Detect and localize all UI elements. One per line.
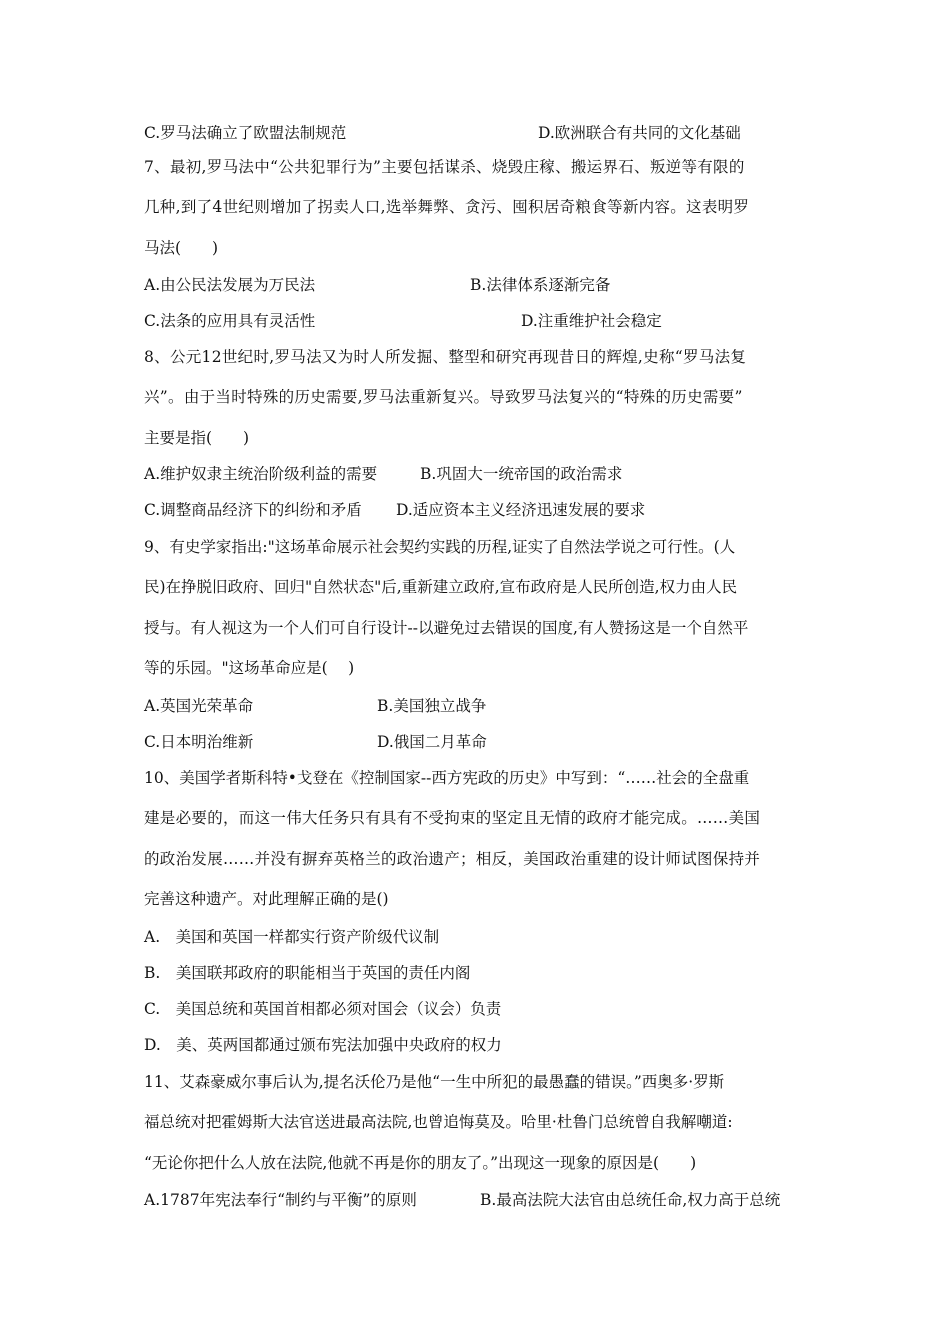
q8-stem-line3: 主要是指( ) [144, 429, 250, 447]
q6-option-c: C.罗马法确立了欧盟法制规范 [144, 124, 347, 142]
q6-options-row [144, 123, 741, 143]
q9-stem-line4: 等的乐园。"这场革命应是( ) [144, 659, 355, 677]
q11-options-row1 [144, 1190, 781, 1210]
q8-options-row1 [144, 464, 623, 484]
q6-option-d: D.欧洲联合有共同的文化基础 [538, 124, 741, 142]
q9-option-d: D.俄国二月革命 [377, 733, 487, 751]
q8-stem-line2: 兴”。由于当时特殊的历史需要,罗马法重新复兴。导致罗马法复兴的“特殊的历史需要” [144, 388, 743, 406]
q8-option-d: D.适应资本主义经济迅速发展的要求 [396, 501, 646, 519]
q9-option-a: A.英国光荣革命 [144, 697, 254, 715]
q7-options-row2 [144, 311, 662, 331]
q10-stem-line4: 完善这种遗产。对此理解正确的是() [144, 890, 389, 908]
q10-stem-line2: 建是必要的，而这一伟大任务只有具有不受拘束的坚定且无情的政府才能完成。……美国 [144, 809, 761, 827]
q9-option-c: C.日本明治维新 [144, 733, 254, 751]
q8-options-row2 [144, 500, 646, 520]
q11-stem-line2: 福总统对把霍姆斯大法官送进最高法院,也曾追悔莫及。哈里·杜鲁门总统曾自我解嘲道: [144, 1113, 733, 1131]
q10-stem-line3: 的政治发展……并没有摒弃英格兰的政治遗产；相反，美国政治重建的设计师试图保持并 [144, 850, 761, 868]
q8-option-c: C.调整商品经济下的纠纷和矛盾 [144, 501, 362, 519]
q11-option-b: B.最高法院大法官由总统任命,权力高于总统 [480, 1191, 781, 1209]
q7-stem-line1: 7、最初,罗马法中“公共犯罪行为”主要包括谋杀、烧毁庄稼、搬运界石、叛逆等有限的 [144, 158, 745, 176]
q8-stem-line1: 8、公元12世纪时,罗马法又为时人所发掘、整型和研究再现昔日的辉煌,史称“罗马法复 [144, 348, 747, 366]
q10-option-d: D. 美、英两国都通过颁布宪法加强中央政府的权力 [144, 1036, 502, 1054]
q7-stem-line2: 几种,到了4世纪则增加了拐卖人口,选举舞弊、贪污、囤积居奇粮食等新内容。这表明罗 [144, 198, 750, 216]
q7-stem-line3: 马法( ) [144, 239, 219, 257]
q7-option-d: D.注重维护社会稳定 [521, 312, 662, 330]
q10-stem-line1: 10、美国学者斯科特•戈登在《控制国家--西方宪政的历史》中写到：“……社会的全盘重 [144, 769, 750, 787]
q8-option-a: A.维护奴隶主统治阶级利益的需要 [144, 465, 378, 483]
q10-option-c: C. 美国总统和英国首相都必须对国会（议会）负责 [144, 1000, 502, 1018]
q11-stem-line3: “无论你把什么人放在法院,他就不再是你的朋友了。”出现这一现象的原因是( ) [144, 1154, 697, 1172]
q10-option-b: B. 美国联邦政府的职能相当于英国的责任内阁 [144, 964, 471, 982]
q9-stem-line1: 9、有史学家指出:"这场革命展示社会契约实践的历程,证实了自然法学说之可行性。(人 [144, 538, 736, 556]
q9-stem-line3: 授与。有人视这为一个人们可自行设计--以避免过去错误的国度,有人赞扬这是一个自然平 [144, 619, 749, 637]
q7-option-a: A.由公民法发展为万民法 [144, 276, 316, 294]
q9-stem-line2: 民)在挣脱旧政府、回归"自然状态"后,重新建立政府,宣布政府是人民所创造,权力由人民 [144, 578, 738, 596]
q10-option-a: A. 美国和英国一样都实行资产阶级代议制 [144, 928, 440, 946]
q8-option-b: B.巩固大一统帝国的政治需求 [420, 465, 623, 483]
q7-options-row1 [144, 275, 611, 295]
q9-options-row2 [144, 732, 487, 752]
q9-options-row1 [144, 696, 487, 716]
q7-option-b: B.法律体系逐渐完备 [470, 276, 611, 294]
q9-option-b: B.美国独立战争 [377, 697, 487, 715]
q7-option-c: C.法条的应用具有灵活性 [144, 312, 316, 330]
q11-stem-line1: 11、艾森豪威尔事后认为,提名沃伦乃是他“一生中所犯的最愚蠢的错误。”西奥多·罗斯 [144, 1073, 725, 1091]
q11-option-a: A.1787年宪法奉行“制约与平衡”的原则 [144, 1191, 417, 1209]
